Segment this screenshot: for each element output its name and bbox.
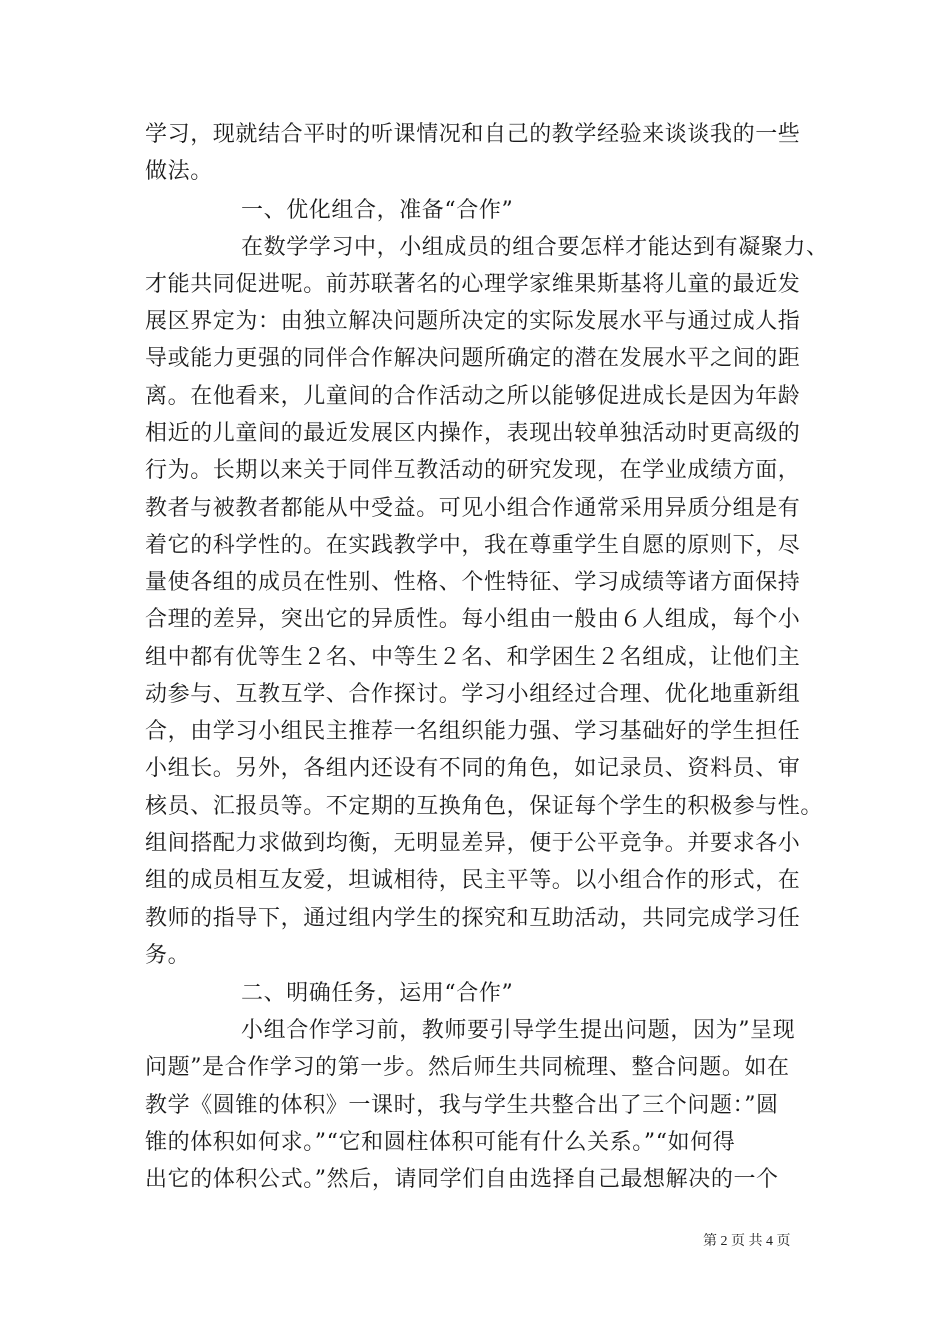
page-number-footer: 第 2 页 共 4 页 — [703, 1234, 791, 1249]
paragraph-first-line: 在数学学习中，小组成员的组合要怎样才能达到有凝聚力、 — [241, 235, 829, 260]
body-text-line: 学习，现就结合平时的听课情况和自己的教学经验来谈谈我的一些 — [145, 122, 801, 147]
body-text-line: 组中都有优等生２名、中等生２名、和学困生２名组成，让他们主 — [145, 645, 801, 670]
body-text-line: 教学《圆锥的体积》一课时，我与学生共整合出了三个问题：”圆 — [145, 1093, 779, 1118]
body-text-line: 小组长。另外，各组内还设有不同的角色，如记录员、资料员、审 — [145, 756, 801, 781]
body-text-line: 锥的体积如何求。”“它和圆柱体积可能有什么关系。”“如何得 — [145, 1130, 736, 1155]
body-text-line: 行为。长期以来关于同伴互教活动的研究发现，在学业成绩方面， — [145, 458, 801, 483]
body-text-line: 组间搭配力求做到均衡，无明显差异，便于公平竞争。并要求各小 — [145, 831, 801, 856]
body-text-line: 才能共同促进呢。前苏联著名的心理学家维果斯基将儿童的最近发 — [145, 272, 801, 297]
paragraph-first-line: 小组合作学习前，教师要引导学生提出问题，因为”呈现 — [241, 1018, 796, 1043]
body-text-line: 动参与、互教互学、合作探讨。学习小组经过合理、优化地重新组 — [145, 682, 801, 707]
body-text-line: 导或能力更强的同伴合作解决问题所确定的潜在发展水平之间的距 — [145, 346, 801, 371]
body-text-line: 合，由学习小组民主推荐一名组织能力强、学习基础好的学生担任 — [145, 719, 801, 744]
body-text-line: 着它的科学性的。在实践教学中，我在尊重学生自愿的原则下，尽 — [145, 533, 801, 558]
body-text-line: 展区界定为：由独立解决问题所决定的实际发展水平与通过成人指 — [145, 309, 801, 334]
body-text-line: 做法。 — [145, 159, 213, 184]
body-text-line: 教者与被教者都能从中受益。可见小组合作通常采用异质分组是有 — [145, 496, 801, 521]
section-heading-2: 二、明确任务，运用“合作” — [241, 981, 514, 1006]
body-text-line: 教师的指导下，通过组内学生的探究和互助活动，共同完成学习任 — [145, 906, 801, 931]
body-text-line: 组的成员相互友爱，坦诚相待，民主平等。以小组合作的形式，在 — [145, 868, 801, 893]
body-text-line: 量使各组的成员在性别、性格、个性特征、学习成绩等诸方面保持 — [145, 570, 801, 595]
body-text-line: 核员、汇报员等。不定期的互换角色，保证每个学生的积极参与性。 — [145, 794, 824, 819]
body-text-line: 问题”是合作学习的第一步。然后师生共同梳理、整合问题。如在 — [145, 1055, 790, 1080]
body-text-line: 相近的儿童间的最近发展区内操作，表现出较单独活动时更高级的 — [145, 421, 801, 446]
body-text-line: 合理的差异，突出它的异质性。每小组由一般由６人组成，每个小 — [145, 607, 801, 632]
body-text-line: 离。在他看来，儿童间的合作活动之所以能够促进成长是因为年龄 — [145, 384, 801, 409]
section-heading-1: 一、优化组合，准备“合作” — [241, 198, 514, 223]
body-text-line: 出它的体积公式。”然后，请同学们自由选择自己最想解决的一个 — [145, 1167, 779, 1192]
body-text-line: 务。 — [145, 943, 191, 968]
